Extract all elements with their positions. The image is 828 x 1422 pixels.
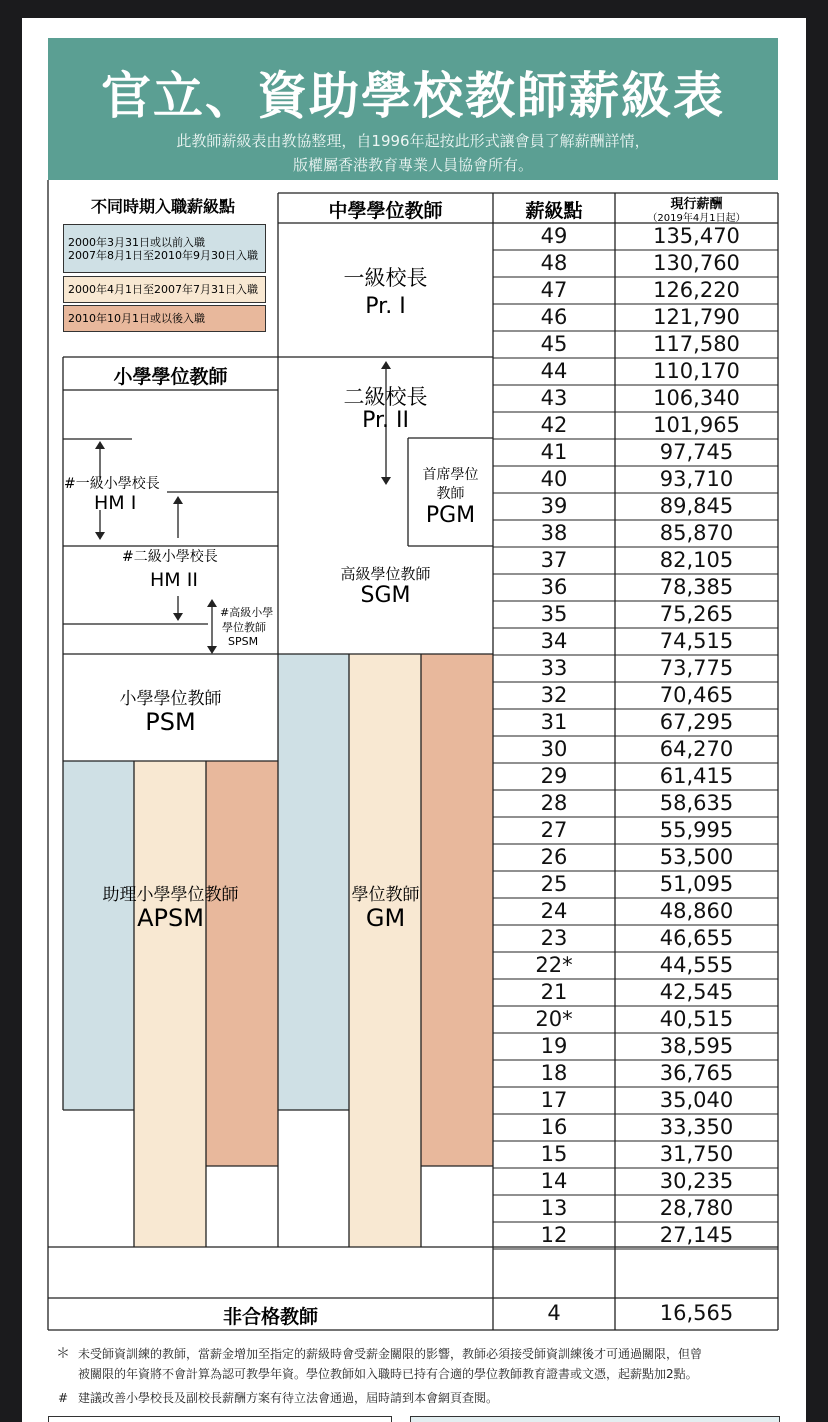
salary-amount-cell: 70,465 — [659, 683, 734, 707]
rank-hm1-en: HM I — [94, 492, 137, 514]
salary-amount-cell: 53,500 — [659, 845, 734, 869]
rank-pr1-en: Pr. I — [365, 294, 406, 319]
rank-hm2-zh: #二級小學校長 — [122, 549, 218, 565]
salary-amount-cell: 42,545 — [659, 980, 734, 1004]
salary-amount-cell: 44,555 — [659, 953, 734, 977]
salary-amount-cell: 106,340 — [653, 386, 740, 410]
salary-point-cell: 26 — [540, 845, 568, 869]
legend-title: 不同時期入職薪級點 — [90, 197, 235, 216]
arrow-head — [207, 599, 217, 607]
salary-point-cell: 21 — [540, 980, 568, 1004]
salary-point-cell: 25 — [540, 872, 568, 896]
salary-amount-cell: 121,790 — [653, 305, 740, 329]
arrow-head — [95, 441, 105, 449]
unqualified-salary: 16,565 — [659, 1301, 734, 1325]
subtitle-line-1: 此教師薪級表由教協整理，自1996年起按此形式讓會員了解薪酬詳情， — [176, 132, 650, 150]
rank-pr2-zh: 二級校長 — [343, 385, 428, 409]
salary-amount-cell: 31,750 — [659, 1142, 734, 1166]
salary-amount-cell: 27,145 — [659, 1223, 734, 1247]
salary-amount-cell: 46,655 — [659, 926, 734, 950]
rank-gm-zh: 學位教師 — [351, 885, 420, 905]
salary-point-cell: 44 — [540, 359, 568, 383]
salary-point-cell: 46 — [540, 305, 568, 329]
rank-apsm-zh: 助理小學學位教師 — [102, 885, 239, 905]
salary-scale-sheet — [22, 18, 806, 1422]
salary-point-cell: 31 — [540, 710, 568, 734]
apsm-band-cream — [134, 761, 206, 1247]
bottom-box-left — [48, 1416, 392, 1422]
salary-amount-cell: 117,580 — [653, 332, 740, 356]
rank-spsm-en: SPSM — [228, 635, 259, 648]
salary-amount-cell: 61,415 — [659, 764, 734, 788]
column-header-point: 薪級點 — [525, 200, 583, 222]
rank-spsm-zh-2: 學位教師 — [222, 621, 266, 634]
column-header-secondary: 中學學位教師 — [328, 200, 443, 222]
salary-point-cell: 20* — [535, 1007, 573, 1031]
salary-amount-cell: 48,860 — [659, 899, 734, 923]
salary-point-cell: 24 — [540, 899, 568, 923]
salary-amount-cell: 64,270 — [659, 737, 734, 761]
salary-point-cell: 13 — [540, 1196, 568, 1220]
footnote-star-mark: ＊ — [56, 1346, 70, 1362]
legend-item-cream-line: 2000年4月1日至2007年7月31日入職 — [68, 283, 258, 296]
salary-amount-cell: 28,780 — [659, 1196, 734, 1220]
salary-point-cell: 37 — [540, 548, 568, 572]
rank-psm-zh: 小學學位教師 — [119, 689, 222, 709]
salary-amount-cell: 82,105 — [659, 548, 734, 572]
salary-point-cell: 36 — [540, 575, 568, 599]
salary-point-cell: 14 — [540, 1169, 568, 1193]
rank-psm-en: PSM — [145, 708, 196, 736]
legend-item-blue-line-2: 2007年8月1日至2010年9月30日入職 — [68, 248, 258, 262]
footnote-star-line-2: 被關限的年資將不會計算為認可教學年資。學位教師如入職時已持有合適的學位教師教育證書或文憑，起薪點加2點。 — [78, 1367, 698, 1381]
salary-point-cell: 28 — [540, 791, 568, 815]
arrow-head — [173, 496, 183, 504]
salary-amount-cell: 130,760 — [653, 251, 740, 275]
unqualified-label: 非合格教師 — [222, 1306, 318, 1328]
salary-point-cell: 42 — [540, 413, 568, 437]
salary-point-cell: 33 — [540, 656, 568, 680]
arrow-head — [207, 646, 217, 654]
rank-pgm-zh-2: 教師 — [436, 486, 465, 502]
arrow-head — [381, 361, 391, 369]
salary-point-cell: 22* — [535, 953, 573, 977]
salary-point-cell: 45 — [540, 332, 568, 356]
salary-point-cell: 39 — [540, 494, 568, 518]
arrow-head — [381, 477, 391, 485]
salary-amount-cell: 78,385 — [659, 575, 734, 599]
salary-point-cell: 32 — [540, 683, 568, 707]
primary-header: 小學學位教師 — [113, 366, 228, 388]
legend-item-peach-line: 2010年10月1日或以後入職 — [68, 312, 205, 325]
salary-amount-cell: 38,595 — [659, 1034, 734, 1058]
rank-spsm-zh-1: #高級小學 — [220, 606, 274, 619]
salary-point-cell: 41 — [540, 440, 568, 464]
salary-point-cell: 43 — [540, 386, 568, 410]
salary-amount-cell: 110,170 — [653, 359, 740, 383]
salary-point-cell: 27 — [540, 818, 568, 842]
salary-point-cell: 19 — [540, 1034, 568, 1058]
column-header-salary: 現行薪酬 — [670, 197, 723, 212]
arrow-head — [173, 613, 183, 621]
salary-point-cell: 16 — [540, 1115, 568, 1139]
salary-point-cell: 15 — [540, 1142, 568, 1166]
salary-amount-cell: 58,635 — [659, 791, 734, 815]
page-title: 官立、資助學校教師薪級表 — [101, 67, 725, 125]
salary-amount-cell: 67,295 — [659, 710, 734, 734]
rank-gm-en: GM — [365, 904, 406, 932]
salary-point-cell: 34 — [540, 629, 568, 653]
salary-amount-cell: 85,870 — [659, 521, 734, 545]
column-header-salary-note: （2019年4月1日起） — [647, 213, 746, 224]
rank-sgm-en: SGM — [360, 583, 411, 608]
subtitle-line-2: 版權屬香港教育專業人員協會所有。 — [292, 156, 533, 174]
gm-band-cream — [349, 654, 421, 1247]
salary-amount-cell: 75,265 — [659, 602, 734, 626]
legend-item-blue-line-1: 2000年3月31日或以前入職 — [68, 235, 205, 249]
salary-point-cell: 47 — [540, 278, 568, 302]
salary-amount-cell: 97,745 — [659, 440, 734, 464]
unqualified-point: 4 — [547, 1301, 561, 1325]
salary-amount-cell: 33,350 — [659, 1115, 734, 1139]
salary-point-cell: 40 — [540, 467, 568, 491]
rank-pr2-en: Pr. II — [362, 408, 409, 433]
apsm-band-blue — [63, 761, 134, 1110]
salary-amount-cell: 73,775 — [659, 656, 734, 680]
rank-sgm-zh: 高級學位教師 — [340, 565, 431, 583]
salary-point-cell: 49 — [540, 224, 568, 248]
salary-point-cell: 17 — [540, 1088, 568, 1112]
salary-amount-cell: 135,470 — [653, 224, 740, 248]
footnote-hash-mark: # — [58, 1391, 69, 1405]
arrow-head — [95, 532, 105, 540]
salary-point-cell: 35 — [540, 602, 568, 626]
salary-point-cell: 18 — [540, 1061, 568, 1085]
rank-hm2-en: HM II — [150, 569, 198, 591]
salary-amount-cell: 30,235 — [659, 1169, 734, 1193]
rank-pr1-zh: 一級校長 — [343, 266, 428, 290]
salary-amount-cell: 89,845 — [659, 494, 734, 518]
salary-point-cell: 12 — [540, 1223, 568, 1247]
salary-amount-cell: 74,515 — [659, 629, 734, 653]
salary-point-cell: 30 — [540, 737, 568, 761]
salary-amount-cell: 55,995 — [659, 818, 734, 842]
salary-amount-cell: 93,710 — [659, 467, 734, 491]
salary-point-cell: 29 — [540, 764, 568, 788]
rank-hm1-zh: #一級小學校長 — [64, 476, 160, 492]
salary-amount-cell: 51,095 — [659, 872, 734, 896]
salary-amount-cell: 126,220 — [653, 278, 740, 302]
salary-point-cell: 23 — [540, 926, 568, 950]
rank-pgm-zh-1: 首席學位 — [422, 467, 479, 483]
apsm-band-peach — [206, 761, 278, 1166]
footnote-hash-line: 建議改善小學校長及副校長薪酬方案有待立法會通過，屆時請到本會網頁查閱。 — [78, 1391, 499, 1405]
footnote-star-line-1: 未受師資訓練的教師，當薪金增加至指定的薪級時會受薪金關限的影響，教師必須接受師資訓練後才可通過關限，但曾 — [78, 1347, 703, 1361]
bottom-box-right — [410, 1416, 780, 1422]
salary-point-cell: 38 — [540, 521, 568, 545]
salary-amount-cell: 40,515 — [659, 1007, 734, 1031]
rank-apsm-en: APSM — [137, 904, 204, 932]
salary-amount-cell: 35,040 — [659, 1088, 734, 1112]
salary-amount-cell: 101,965 — [653, 413, 740, 437]
salary-point-cell: 48 — [540, 251, 568, 275]
rank-pgm-en: PGM — [425, 503, 476, 528]
salary-amount-cell: 36,765 — [659, 1061, 734, 1085]
